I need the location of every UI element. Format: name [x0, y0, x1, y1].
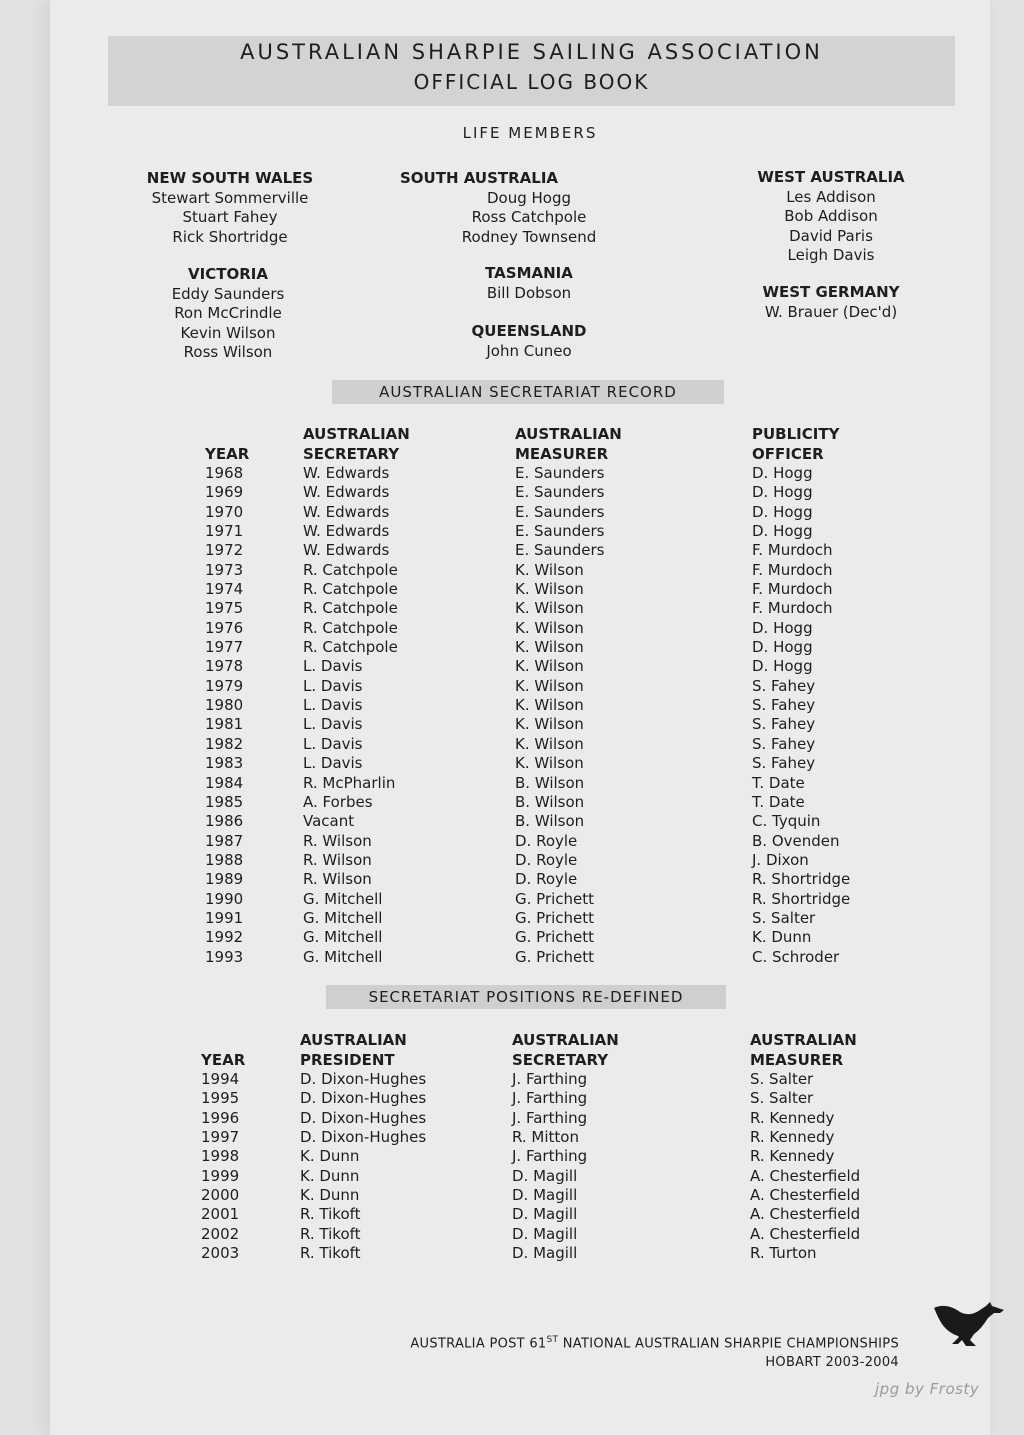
member-name: Bob Addison [784, 207, 878, 225]
header-line: MEASURER [750, 1050, 844, 1069]
name-cell: E. Saunders [515, 541, 605, 560]
year-cell: 1973 [205, 560, 244, 579]
member-name: Rick Shortridge [172, 227, 288, 246]
table-row [205, 812, 892, 831]
table-row [201, 1244, 890, 1263]
name-cell: R. Wilson [303, 831, 372, 850]
year-cell: 1980 [205, 696, 244, 715]
name-cell: R. Catchpole [303, 599, 398, 618]
header-line: MEASURER [515, 444, 609, 463]
name-cell: K. Wilson [515, 734, 584, 753]
publicity-header [752, 425, 892, 464]
table-row [201, 1128, 890, 1147]
name-cell: W. Edwards [303, 541, 390, 560]
name-cell: W. Edwards [303, 464, 390, 482]
name-cell: B. Ovenden [752, 831, 840, 850]
name-cell: L. Davis [303, 715, 363, 734]
year-cell: 1993 [205, 947, 244, 966]
name-cell: D. Magill [512, 1224, 578, 1243]
year-cell: 1994 [201, 1070, 240, 1088]
table-row [205, 483, 892, 502]
table-row [205, 580, 892, 599]
qld-members [400, 322, 658, 361]
name-cell: D. Magill [512, 1186, 578, 1205]
name-cell: R. Catchpole [303, 638, 398, 657]
footer-text: NATIONAL AUSTRALIAN SHARPIE CHAMPIONSHIPS [558, 1336, 899, 1352]
secretariat-record-title: AUSTRALIAN SECRETARIAT RECORD [332, 380, 724, 404]
member-name: Kevin Wilson [180, 323, 276, 342]
year-cell: 1990 [205, 889, 244, 908]
table-row [201, 1089, 890, 1108]
name-cell: D. Dixon-Hughes [300, 1128, 427, 1147]
year-cell: 2003 [201, 1244, 240, 1263]
name-cell: J. Farthing [512, 1108, 588, 1127]
table-row [201, 1225, 890, 1244]
name-cell: S. Salter [750, 1089, 814, 1108]
member-name: Ross Wilson [183, 343, 273, 361]
table-row [201, 1167, 890, 1186]
name-cell: K. Dunn [300, 1166, 360, 1185]
name-cell: D. Magill [512, 1244, 578, 1263]
member-name: Bill Dobson [486, 283, 572, 302]
tas-members [400, 264, 658, 303]
table-row [205, 657, 892, 676]
table-row [205, 890, 892, 909]
name-cell: S. Fahey [752, 734, 816, 753]
name-cell: R. Kennedy [750, 1147, 835, 1166]
name-cell: L. Davis [303, 734, 363, 753]
member-name: Stewart Sommerville [151, 188, 309, 207]
redefined-title: SECRETARIAT POSITIONS RE-DEFINED [326, 985, 726, 1009]
secretariat-table [205, 425, 892, 967]
name-cell: E. Saunders [515, 502, 605, 521]
log-book-title: OFFICIAL LOG BOOK [413, 70, 650, 94]
name-cell: D. Hogg [752, 464, 813, 482]
year-cell: 1996 [201, 1108, 240, 1127]
table-row [205, 774, 892, 793]
year-cell: 2001 [201, 1205, 240, 1224]
name-cell: D. Royle [515, 850, 578, 869]
sa-members [400, 169, 658, 247]
year-cell: 1972 [205, 541, 244, 560]
table-row [205, 503, 892, 522]
year-cell: 2000 [201, 1186, 240, 1205]
name-cell: A. Chesterfield [750, 1224, 861, 1243]
member-name: John Cuneo [486, 341, 572, 360]
name-cell: R. Catchpole [303, 580, 398, 599]
member-name: Eddy Saunders [171, 284, 285, 303]
member-name: Doug Hogg [486, 188, 572, 207]
year-cell: 1987 [205, 831, 244, 850]
state-heading: NEW SOUTH WALES [146, 169, 314, 187]
table-row [205, 851, 892, 870]
name-cell: D. Hogg [752, 483, 813, 502]
name-cell: D. Royle [515, 831, 578, 850]
name-cell: K. Wilson [515, 696, 584, 715]
member-name: Ron McCrindle [174, 304, 282, 322]
footer-text: AUSTRALIA POST 61 [410, 1336, 547, 1352]
table-row [205, 696, 892, 715]
name-cell: F. Murdoch [752, 580, 833, 599]
year-cell: 2002 [201, 1224, 240, 1243]
state-heading: WEST GERMANY [762, 283, 900, 301]
name-cell: J. Farthing [512, 1089, 588, 1108]
association-title: AUSTRALIAN SHARPIE SAILING ASSOCIATION [240, 40, 823, 64]
name-cell: K. Wilson [515, 618, 584, 637]
footer-line-1 [410, 1331, 899, 1353]
name-cell: B. Wilson [515, 792, 585, 811]
year-cell: 1985 [205, 792, 244, 811]
year-cell: 1981 [205, 715, 244, 734]
name-cell: B. Wilson [515, 812, 585, 831]
name-cell: D. Dixon-Hughes [300, 1070, 427, 1088]
name-cell: K. Wilson [515, 560, 584, 579]
year-cell: 1974 [205, 580, 244, 599]
credit-watermark: jpg by Frosty [875, 1380, 980, 1398]
year-cell: 1992 [205, 928, 244, 947]
table-row [201, 1186, 890, 1205]
state-heading: SOUTH AUSTRALIA [400, 169, 559, 187]
header-line: OFFICER [752, 444, 824, 463]
state-heading: WEST AUSTRALIA [757, 168, 905, 186]
name-cell: K. Dunn [300, 1147, 360, 1166]
header-line: SECRETARY [303, 444, 400, 463]
member-name: Les Addison [786, 187, 876, 206]
year-cell: 1969 [205, 483, 244, 502]
footer-sup: ST [546, 1335, 559, 1345]
name-cell: R. Mitton [512, 1128, 579, 1147]
name-cell: L. Davis [303, 657, 363, 676]
table-row [205, 735, 892, 754]
name-cell: E. Saunders [515, 483, 605, 502]
name-cell: J. Farthing [512, 1070, 588, 1088]
name-cell: F. Murdoch [752, 560, 833, 579]
name-cell: K. Wilson [515, 580, 584, 599]
table-row [205, 928, 892, 947]
table-row [205, 464, 892, 483]
president-header [300, 1031, 512, 1070]
footer-line-2: HOBART 2003-2004 [765, 1355, 899, 1371]
name-cell: D. Hogg [752, 502, 813, 521]
name-cell: A. Forbes [303, 792, 373, 811]
name-cell: R. Turton [750, 1244, 817, 1263]
year-cell: 1975 [205, 599, 244, 618]
year-cell: 1998 [201, 1147, 240, 1166]
year-cell: 1988 [205, 850, 244, 869]
name-cell: D. Dixon-Hughes [300, 1089, 427, 1108]
name-cell: A. Chesterfield [750, 1186, 861, 1205]
name-cell: S. Fahey [752, 715, 816, 734]
name-cell: R. Catchpole [303, 618, 398, 637]
table-row [205, 677, 892, 696]
name-cell: R. Kennedy [750, 1128, 835, 1147]
name-cell: S. Salter [752, 908, 816, 927]
table-row [201, 1147, 890, 1166]
name-cell: T. Date [752, 773, 805, 792]
name-cell: E. Saunders [515, 464, 605, 482]
name-cell: G. Mitchell [303, 947, 383, 966]
member-name: Stuart Fahey [182, 208, 278, 226]
table-row [205, 870, 892, 889]
measurer-header [750, 1031, 890, 1070]
state-heading: VICTORIA [188, 265, 268, 283]
year-cell: 1983 [205, 754, 244, 773]
secretary-header [512, 1031, 750, 1070]
year-cell: 1971 [205, 522, 244, 541]
name-cell: G. Prichett [515, 928, 595, 947]
name-cell: S. Fahey [752, 696, 816, 715]
nsw-members [140, 169, 320, 247]
table-row [205, 541, 892, 560]
header-line: PRESIDENT [300, 1050, 395, 1069]
member-name: W. Brauer (Dec'd) [764, 302, 898, 321]
member-name: Leigh Davis [787, 246, 875, 264]
name-cell: S. Salter [750, 1070, 814, 1088]
footer [410, 1331, 899, 1372]
year-header: YEAR [205, 444, 250, 463]
name-cell: G. Mitchell [303, 889, 383, 908]
name-cell: S. Fahey [752, 754, 816, 773]
name-cell: R. Kennedy [750, 1108, 835, 1127]
name-cell: R. McPharlin [303, 773, 396, 792]
year-cell: 1968 [205, 464, 244, 482]
wa-members [750, 168, 912, 266]
state-heading: TASMANIA [485, 264, 573, 282]
header-line: AUSTRALIAN [750, 1031, 857, 1049]
name-cell: R. Shortridge [752, 889, 851, 908]
name-cell: K. Wilson [515, 676, 584, 695]
name-cell: K. Wilson [515, 754, 584, 773]
name-cell: K. Dunn [752, 928, 812, 947]
table-row [205, 599, 892, 618]
header-line: AUSTRALIAN [303, 425, 410, 443]
year-cell: 1997 [201, 1128, 240, 1147]
name-cell: R. Catchpole [303, 560, 398, 579]
life-members-title: LIFE MEMBERS [462, 124, 598, 142]
name-cell: G. Mitchell [303, 908, 383, 927]
table-row [205, 638, 892, 657]
name-cell: R. Wilson [303, 870, 372, 889]
name-cell: C. Tyquin [752, 812, 821, 831]
year-cell: 1982 [205, 734, 244, 753]
redefined-table [201, 1031, 890, 1263]
member-name: Rodney Townsend [461, 227, 597, 246]
name-cell: J. Dixon [752, 850, 809, 869]
name-cell: D. Hogg [752, 618, 813, 637]
name-cell: A. Chesterfield [750, 1205, 861, 1224]
table-row [205, 832, 892, 851]
table-row [205, 619, 892, 638]
member-name: Ross Catchpole [471, 208, 587, 226]
state-heading: QUEENSLAND [471, 322, 587, 340]
table-row [205, 754, 892, 773]
name-cell: S. Fahey [752, 676, 816, 695]
table-row [205, 948, 892, 967]
title-banner [108, 36, 955, 106]
name-cell: D. Magill [512, 1166, 578, 1185]
name-cell: F. Murdoch [752, 599, 833, 618]
table-row [201, 1070, 890, 1089]
name-cell: W. Edwards [303, 502, 390, 521]
name-cell: L. Davis [303, 676, 363, 695]
header-line: AUSTRALIAN [515, 425, 622, 443]
year-cell: 1989 [205, 870, 244, 889]
name-cell: K. Wilson [515, 715, 584, 734]
year-cell: 1970 [205, 502, 244, 521]
year-cell: 1995 [201, 1089, 240, 1108]
table-row [201, 1205, 890, 1224]
name-cell: G. Mitchell [303, 928, 383, 947]
name-cell: K. Wilson [515, 599, 584, 618]
table-row [205, 909, 892, 928]
name-cell: W. Edwards [303, 483, 390, 502]
name-cell: G. Prichett [515, 908, 595, 927]
name-cell: K. Wilson [515, 638, 584, 657]
name-cell: Vacant [303, 812, 355, 831]
name-cell: E. Saunders [515, 522, 605, 541]
name-cell: D. Magill [512, 1205, 578, 1224]
name-cell: L. Davis [303, 696, 363, 715]
year-header: YEAR [201, 1050, 246, 1069]
name-cell: R. Tikoft [300, 1224, 361, 1243]
header-line: AUSTRALIAN [300, 1031, 407, 1049]
name-cell: D. Hogg [752, 657, 813, 676]
wg-members [750, 283, 912, 322]
name-cell: B. Wilson [515, 773, 585, 792]
header-line: PUBLICITY [752, 425, 840, 443]
name-cell: R. Tikoft [300, 1244, 361, 1263]
header-line: AUSTRALIAN [512, 1031, 619, 1049]
header-line: SECRETARY [512, 1050, 609, 1069]
table-row [205, 793, 892, 812]
name-cell: L. Davis [303, 754, 363, 773]
name-cell: T. Date [752, 792, 805, 811]
year-cell: 1977 [205, 638, 244, 657]
year-cell: 1978 [205, 657, 244, 676]
year-cell: 1984 [205, 773, 244, 792]
name-cell: D. Royle [515, 870, 578, 889]
kangaroo-icon [930, 1300, 1008, 1350]
table-row [201, 1109, 890, 1128]
secretary-header [303, 425, 515, 464]
name-cell: G. Prichett [515, 889, 595, 908]
name-cell: R. Shortridge [752, 870, 851, 889]
year-cell: 1979 [205, 676, 244, 695]
table-row [205, 522, 892, 541]
table-row [205, 715, 892, 734]
measurer-header [515, 425, 752, 464]
name-cell: A. Chesterfield [750, 1166, 861, 1185]
name-cell: C. Schroder [752, 947, 840, 966]
year-cell: 1976 [205, 618, 244, 637]
year-cell: 1986 [205, 812, 244, 831]
name-cell: D. Dixon-Hughes [300, 1108, 427, 1127]
member-name: David Paris [789, 226, 873, 245]
vic-members [140, 265, 316, 363]
name-cell: D. Hogg [752, 522, 813, 541]
name-cell: D. Hogg [752, 638, 813, 657]
name-cell: J. Farthing [512, 1147, 588, 1166]
year-cell: 1991 [205, 908, 244, 927]
name-cell: R. Wilson [303, 850, 372, 869]
name-cell: W. Edwards [303, 522, 390, 541]
table-row [205, 561, 892, 580]
name-cell: K. Dunn [300, 1186, 360, 1205]
name-cell: R. Tikoft [300, 1205, 361, 1224]
name-cell: K. Wilson [515, 657, 584, 676]
year-cell: 1999 [201, 1166, 240, 1185]
name-cell: F. Murdoch [752, 541, 833, 560]
name-cell: G. Prichett [515, 947, 595, 966]
